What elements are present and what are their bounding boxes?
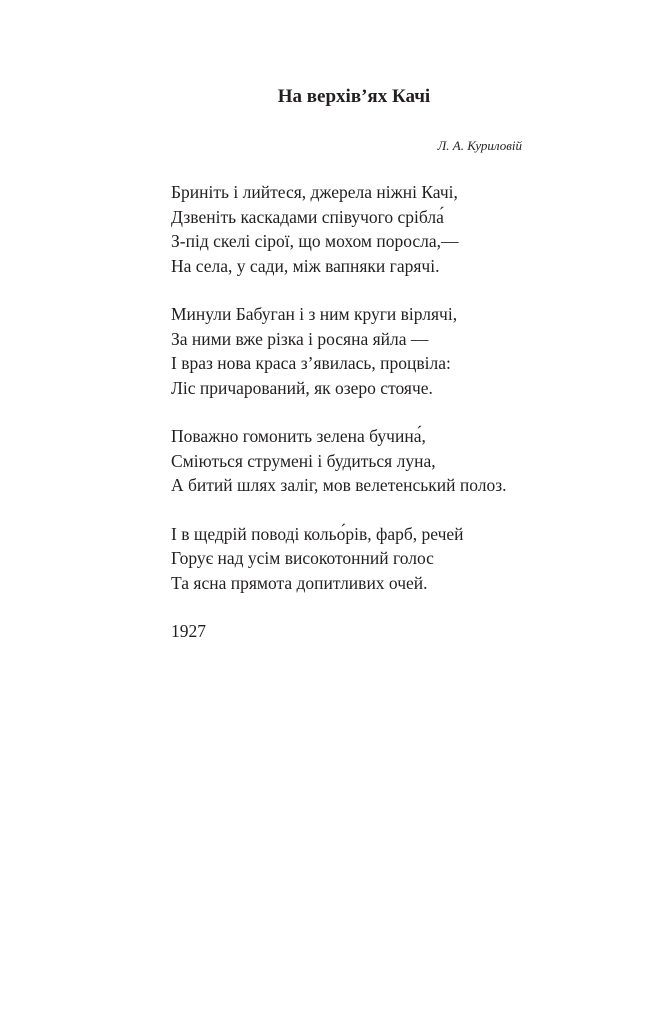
stanza-2 — [171, 302, 506, 400]
stanza-4 — [171, 522, 506, 596]
poem-line: Дзвеніть каскадами співучого срібла́ — [171, 206, 444, 227]
poem-line: Минули Бабуган і з ним круги вірлячі, — [171, 304, 458, 324]
poem-body — [171, 180, 506, 644]
poem-line: За ними вже різка і росяна яйла — — [171, 328, 429, 349]
poem-line: Ліс причарований, як озеро стояче. — [171, 377, 433, 398]
poem-line: На села, у сади, між вапняки гарячі. — [171, 255, 440, 276]
poem-line: І в щедрій поводі кольо́рів, фарб, речей — [171, 523, 464, 544]
poem-line: А битий шлях заліг, мов велетенський полоз. — [171, 475, 507, 495]
stanza-1 — [171, 180, 506, 278]
poem-line: Та ясна прямота допитливих очей. — [171, 572, 428, 593]
poem-title: На верхів’ях Качі — [277, 86, 431, 107]
poem-line: Бриніть і лийтеся, джерела ніжні Качі, — [171, 182, 458, 202]
stanza-3 — [171, 424, 506, 498]
poem-line: З-під скелі сірої, що мохом поросла,— — [171, 231, 459, 251]
poem-dedication: Л. А. Куриловій — [437, 138, 522, 153]
poem-line: Сміються струмені і будиться луна, — [171, 450, 436, 471]
poem-line: І враз нова краса з’явилась, процвіла: — [171, 353, 451, 373]
poem-line: Горує над усім високотонний голос — [171, 548, 434, 568]
poem-year: 1927 — [171, 621, 206, 641]
poem-line: Поважно гомонить зелена бучина́, — [171, 426, 426, 446]
